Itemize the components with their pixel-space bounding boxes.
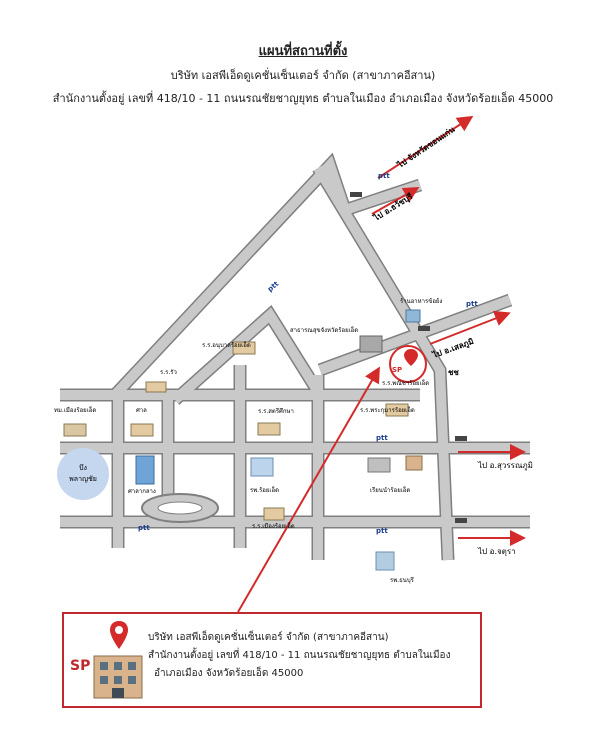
svg-text:ptt: ptt [138,524,150,532]
label-school-4: ร.ร.พระกุมารร้อยเอ็ด [360,407,415,414]
info-company-name: บริษัท เอสพีเอ็ดดูเคชั่นเซ็นเตอร์ จำกัด (สาขาภาคอีสาน) [148,632,389,643]
svg-text:ptt: ptt [266,279,281,294]
lake-icon [57,448,109,500]
label-shrine: ศาล [136,407,147,414]
dir-suwannaphum: ไป อ.สุวรรณภูมิ [478,461,533,470]
label-school-1: ร.ร.อนุบาลร้อยเอ็ด [202,342,251,349]
label-city-hall: ศาลากลาง [128,488,156,495]
info-address-line2: อำเภอเมือง จังหวัดร้อยเอ็ด 45000 [154,668,304,679]
label-hospital: รพ.ร้อยเอ็ด [250,487,279,494]
svg-text:ptt: ptt [376,527,388,535]
svg-text:ptt: ptt [378,172,390,180]
label-school-2: ร.ร.รัว [160,369,177,376]
label-municipality: ทม.เมืองร้อยเอ็ด [54,407,97,414]
lake-label-bottom: พลาญชัย [69,475,97,483]
sp-logo: SP [70,658,91,674]
office-building-icon [92,652,144,702]
label-school-3: ร.ร.สตรีศึกษา [258,408,294,415]
company-address: สำนักงานตั้งอยู่ เลขที่ 418/10 - 11 ถนนรณชัยชาญยุทธ ตำบลในเมือง อำเภอเมือง จังหวัดร้อยเอ็ด 45000 [52,92,554,105]
dir-selaphum: ไป อ.เสลภูมิ [431,336,475,360]
label-school-6: ร.ร.เมืองร้อยเอ็ด [252,523,295,530]
dir-thawat-buri: ไป อ.ธวัชบุรี [372,191,415,223]
company-name: บริษัท เอสพีเอ็ดดูเคชั่นเซ็นเตอร์ จำกัด (สาขาภาคอีสาน) [170,69,436,82]
svg-text:ptt: ptt [466,300,478,308]
label-restaurant: ร้านอาหารข้อย้ง [400,298,443,305]
road-network [60,165,530,560]
location-pin-icon [404,349,418,366]
svg-text:ptt: ptt [376,434,388,442]
map-title: แผนที่สถานที่ตั้ง [258,44,348,59]
label-school-5: ร.ร.พณิชฯร้อยเอ็ด [382,380,430,387]
label-public-health: สาธารณสุขจังหวัดร้อยเอ็ด [290,327,359,334]
lake-label-top: บึง [79,464,87,472]
label-school-market: เรียนนำร้อยเอ็ด [370,487,411,494]
dir-khon-kaen: ไป จังหวัดขอนแก่น [396,124,457,170]
sp-map-label: ชช [448,368,459,377]
sp-marker-label: SP [392,366,403,374]
dir-chaturaphak: ไป อ.จตุรา [478,547,516,556]
info-address-line1: สำนักงานตั้งอยู่ เลขที่ 418/10 - 11 ถนนรณชัยชาญยุทธ ตำบลในเมือง [148,650,451,661]
label-hospital-2: รพ.ธนบุรี [390,577,414,584]
location-pin-icon [108,620,130,650]
company-info-box [62,612,482,708]
